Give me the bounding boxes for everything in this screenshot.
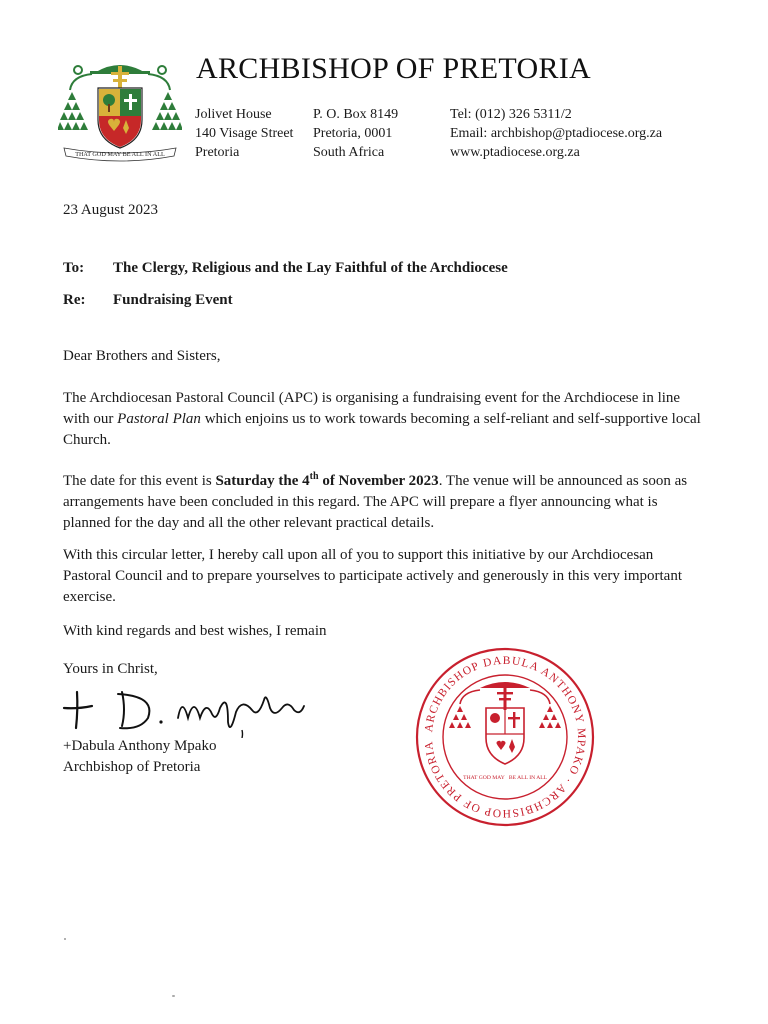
re-line <box>63 292 233 309</box>
seal-motto-left: THAT GOD MAY <box>463 775 505 781</box>
address-line: 140 Visage Street <box>195 126 294 141</box>
scan-speck <box>64 938 66 940</box>
to-line <box>63 260 508 277</box>
to-recipients: The Clergy, Religious and the Lay Faithful of the Archdiocese <box>113 260 508 276</box>
address-column-postal <box>195 105 293 162</box>
paragraph-apc <box>63 388 703 451</box>
event-date-bold <box>215 473 438 489</box>
scan-speck <box>172 995 175 997</box>
yours-in-christ: Yours in Christ, <box>63 661 158 677</box>
pastoral-plan-italic: Pastoral Plan <box>117 411 201 427</box>
letterhead-title: ARCHBISHOP OF PRETORIA <box>196 52 592 85</box>
event-date-day: Saturday the 4 <box>215 473 310 489</box>
crest-motto-text: THAT GOD MAY BE ALL IN ALL <box>75 151 165 158</box>
address-column-pobox <box>313 105 398 162</box>
signatory-title: Archbishop of Pretoria <box>63 759 201 775</box>
address-line: P. O. Box 8149 <box>313 107 399 122</box>
para2-text: The date for this event is <box>63 473 216 489</box>
letter-date: 23 August 2023 <box>63 202 159 218</box>
closing-line: With kind regards and best wishes, I remain <box>63 623 327 639</box>
website: www.ptadiocese.org.za <box>450 145 580 160</box>
address-line: Pretoria, 0001 <box>313 126 393 141</box>
to-label: To: <box>63 260 85 276</box>
archbishop-seal-stamp <box>414 646 596 828</box>
signatory-block <box>63 736 216 778</box>
address-line: Jolivet House <box>195 107 272 122</box>
handwritten-signature <box>60 678 340 738</box>
para1-text-end: which enjoins us to work towards becoming a self-reliant and self-supportive local Church. <box>63 411 701 448</box>
para2-text-end: . The venue will be announced as soon as arrangements have been concluded in this regard. The APC will prepare a flyer announcing what is planned for the day and all the other relevant practical details. <box>63 473 688 531</box>
paragraph-date <box>63 466 703 534</box>
paragraph-call: With this circular letter, I hereby call upon all of you to support this initiative by our Archdiocesan Pastoral Council and to prepare yourselves to participate actively and generously in this very important exercise. <box>63 547 682 605</box>
re-subject: Fundraising Event <box>113 292 233 308</box>
telephone: Tel: (012) 326 5311/2 <box>450 107 572 122</box>
seal-ring-text: ARCHBISHOP DABULA ANTHONY MPAKO · ARCHBISHOP OF PRETORIA <box>422 654 588 820</box>
signatory-name: +Dabula Anthony Mpako <box>63 738 217 754</box>
event-date-suffix: th <box>309 471 319 482</box>
event-date-month: of November 2023 <box>318 473 439 489</box>
address-line: South Africa <box>313 145 385 160</box>
address-line: Pretoria <box>195 145 240 160</box>
address-column-contact <box>450 105 662 162</box>
crest-motto-scroll <box>64 146 176 160</box>
email: Email: archbishop@ptadiocese.org.za <box>450 126 663 141</box>
seal-motto-right: BE ALL IN ALL <box>508 775 548 781</box>
para1-text: The Archdiocesan Pastoral Council (APC) is organising a fundraising event for the Archdiocese in line with our <box>63 390 681 427</box>
salutation: Dear Brothers and Sisters, <box>63 348 221 364</box>
re-label: Re: <box>63 292 86 308</box>
